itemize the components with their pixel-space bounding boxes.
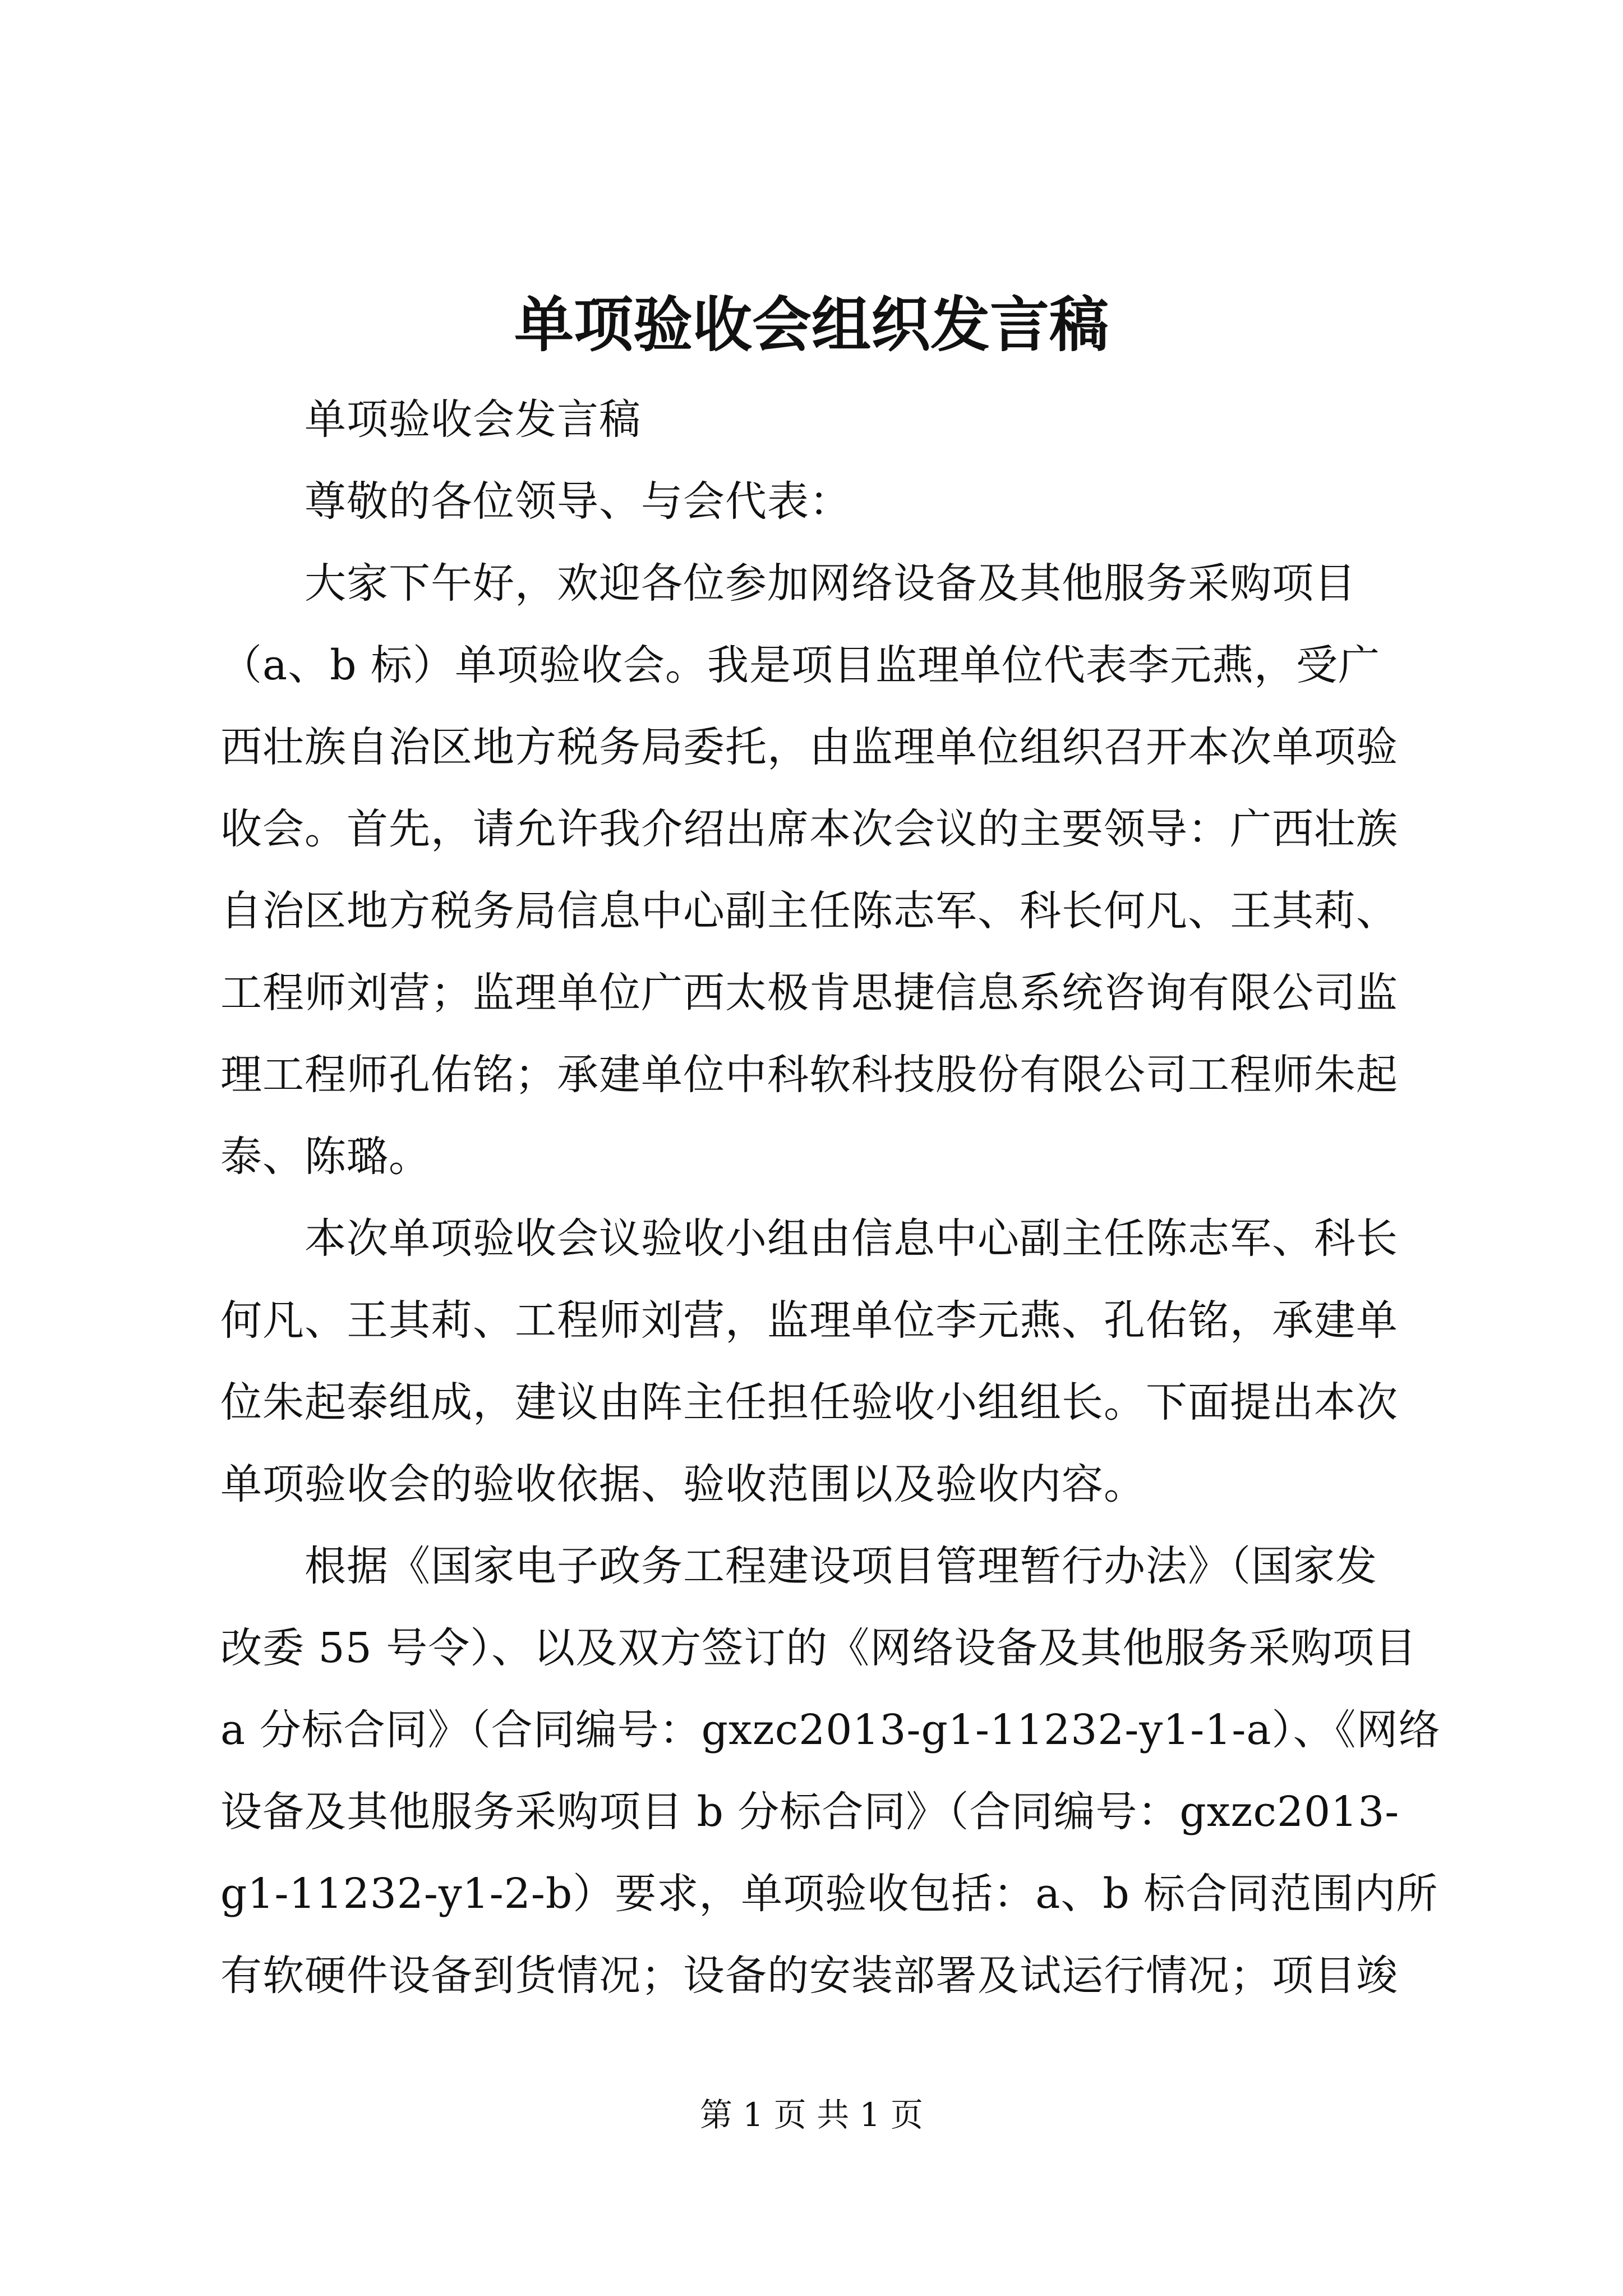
body-line: （a、b 标）单项验收会。我是项目监理单位代表李元燕，受广 <box>220 641 1381 689</box>
body-line: 西壮族自治区地方税务局委托，由监理单位组织召开本次单项验 <box>220 723 1398 771</box>
body-line: 何凡、王其莉、工程师刘营，监理单位李元燕、孔佑铭，承建单 <box>220 1296 1398 1345</box>
body-line: 泰、陈璐。 <box>220 1133 431 1181</box>
body-line: 本次单项验收会议验收小组由信息中心副主任陈志军、科长 <box>305 1214 1398 1263</box>
body-line: a 分标合同》（合同编号：gxzc2013-g1-11232-y1-1-a）、《网络 <box>220 1706 1441 1754</box>
body-line: 有软硬件设备到货情况；设备的安装部署及试运行情况；项目竣 <box>220 1952 1398 2000</box>
body-line: g1-11232-y1-2-b）要求，单项验收包括：a、b 标合同范围内所 <box>220 1870 1438 1918</box>
document-body <box>220 379 1454 2017</box>
body-line: 自治区地方税务局信息中心副主任陈志军、科长何凡、王其莉、 <box>220 887 1398 935</box>
document-title: 单项验收会组织发言稿 <box>514 291 1109 360</box>
body-line: 大家下午好，欢迎各位参加网络设备及其他服务采购项目 <box>305 559 1356 608</box>
body-line: 位朱起泰组成，建议由阵主任担任验收小组组长。下面提出本次 <box>220 1378 1398 1427</box>
body-line: 单项验收会的验收依据、验收范围以及验收内容。 <box>220 1460 1146 1508</box>
body-line: 单项验收会发言稿 <box>305 395 641 444</box>
body-line: 工程师刘营；监理单位广西太极肯思捷信息系统咨询有限公司监 <box>220 969 1398 1017</box>
body-line: 理工程师孔佑铭；承建单位中科软科技股份有限公司工程师朱起 <box>220 1051 1398 1099</box>
body-line: 收会。首先，请允许我介绍出席本次会议的主要领导：广西壮族 <box>220 805 1398 853</box>
body-line: 根据《国家电子政务工程建设项目管理暂行办法》（国家发 <box>305 1542 1377 1590</box>
page-footer: 第 1 页 共 1 页 <box>700 2096 923 2134</box>
body-line: 尊敬的各位领导、与会代表： <box>305 477 851 526</box>
body-line: 设备及其他服务采购项目 b 分标合同》（合同编号：gxzc2013- <box>220 1788 1400 1836</box>
body-line: 改委 55 号令）、以及双方签订的《网络设备及其他服务采购项目 <box>220 1624 1417 1672</box>
